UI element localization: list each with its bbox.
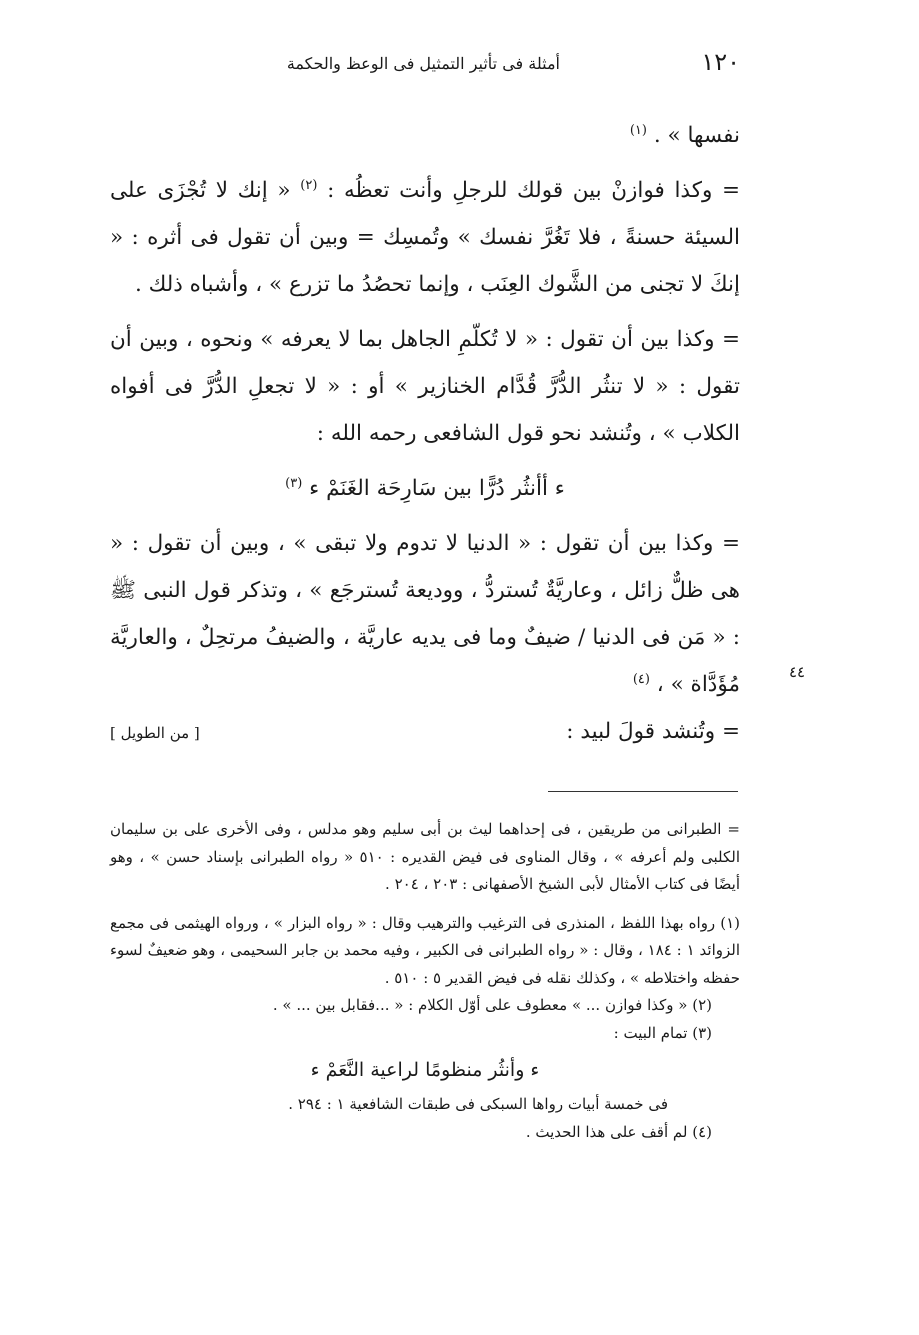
paragraph-2: = وكذا بين أن تقول : « لا تُكلّمِ الجاهل بما لا يعرفه » ونحوه ، وبين أن تقول : « لا تنثُر الدُّرَّ قُدَّام الخنازير » أو : « لا تجعلِ الدُّرَّ فى أفواه الكلاب » ، وتُنشد نحو قول الشافعى رحمه الله : <box>110 327 740 446</box>
meter-label: [ من الطويل ] <box>110 724 200 742</box>
page-header <box>110 48 740 78</box>
running-title: أمثلة فى تأثير التمثيل فى الوعظ والحكمة <box>286 54 560 73</box>
paragraph-1 <box>110 167 740 308</box>
footnote-ref-4: (٤) <box>632 671 650 687</box>
footnote-1: (١) رواه بهذا اللفظ ، المنذرى فى الترغيب والترهيب وقال : « رواه البزار » ، ورواه الهيثمى فى مجمع الزوائد ١ : ١٨٤ ، وقال : « رواه الطبرانى فى الكبير ، وفيه محمد بن جابر السحيمى ، وهو ضعيفٌ لسوء حفظه واختلاطه » ، وكذلك نقله فى فيض القدير ٥ : ٥١٠ . <box>110 913 741 987</box>
footnote-ref-2: (٢) <box>300 177 318 193</box>
paragraph-0-text: نفسها » . <box>653 123 740 148</box>
footnotes <box>110 816 740 1146</box>
paragraph-3-text: = وكذا بين أن تقول : « الدنيا لا تدوم ولا تبقى » ، وبين أن تقول : « هى ظلٌّ زائل ، وعاريَّةٌ تُستردُّ ، ووديعة تُسترجَع » ، وتذكر قول النبى ﷺ : « مَن فى الدنيا / ضيفٌ وما فى يديه عاريَّة ، والضيفُ مرتحِلٌ ، والعاريَّة مُؤَدَّاة » ، <box>110 531 740 697</box>
footnote-2: (٢) « وكذا فوازن ... » معطوف على أوّل الكلام : « ...فقابل بين ... » . <box>272 996 712 1014</box>
paragraph-4-text: = وتُنشد قولَ لبيد : <box>566 719 740 744</box>
paragraph-4 <box>110 708 740 757</box>
paragraph-1-text-b: « إنك لا تُجْزَى على السيئة حسنةً ، فلا تَغُرَّ نفسك » وتُمسِك = وبين أن تقول فى أثره : « إنكَ لا تجنى من الشَّوك العِنَب ، وإنما تحصُدُ ما تزرع » ، وأشباه ذلك . <box>110 178 740 297</box>
paragraph-1-text-a: = وكذا فوازنْ بين قولك للرجلِ وأنت تعظُه : <box>327 178 741 203</box>
footnote-separator <box>548 791 738 792</box>
footnote-continued: = الطبرانى من طريقين ، فى إحداهما ليث بن أبى سليم وهو مدلس ، وفى الأخرى على بن سليمان الكلبى ولم أعرفه » ، وقال المناوى فى فيض القديره : ٥١٠ « رواه الطبرانى بإسناد حسن » ، وهو أيضًا فى كتاب الأمثال لأبى الشيخ الأصفهانى : ٢٠٣ ، ٢٠٤ . <box>110 820 740 893</box>
main-text <box>110 112 740 757</box>
verse-line <box>110 465 740 512</box>
footnote-ref-1: (١) <box>629 122 647 138</box>
footnote-4: (٤) لم أقف على هذا الحديث . <box>525 1122 712 1141</box>
paragraph-3 <box>110 520 740 708</box>
footnote-3-verse: ء وأنثُر منظومًا لراعية النَّعَمْ ء <box>310 1059 540 1081</box>
verse-text: ء أأنثُر دُرًّا بين سَارِحَة الغَنَمْ ء <box>309 476 565 501</box>
footnote-ref-3: (٣) <box>285 475 303 491</box>
margin-number: ٤٤ <box>789 663 806 681</box>
page-number: ١٢٠ <box>701 48 740 76</box>
footnote-3: (٣) تمام البيت : <box>613 1023 712 1042</box>
paragraph-0 <box>110 112 740 159</box>
footnote-3-source: فى خمسة أبيات رواها السبكى فى طبقات الشافعية ١ : ٢٩٤ . <box>288 1095 668 1113</box>
